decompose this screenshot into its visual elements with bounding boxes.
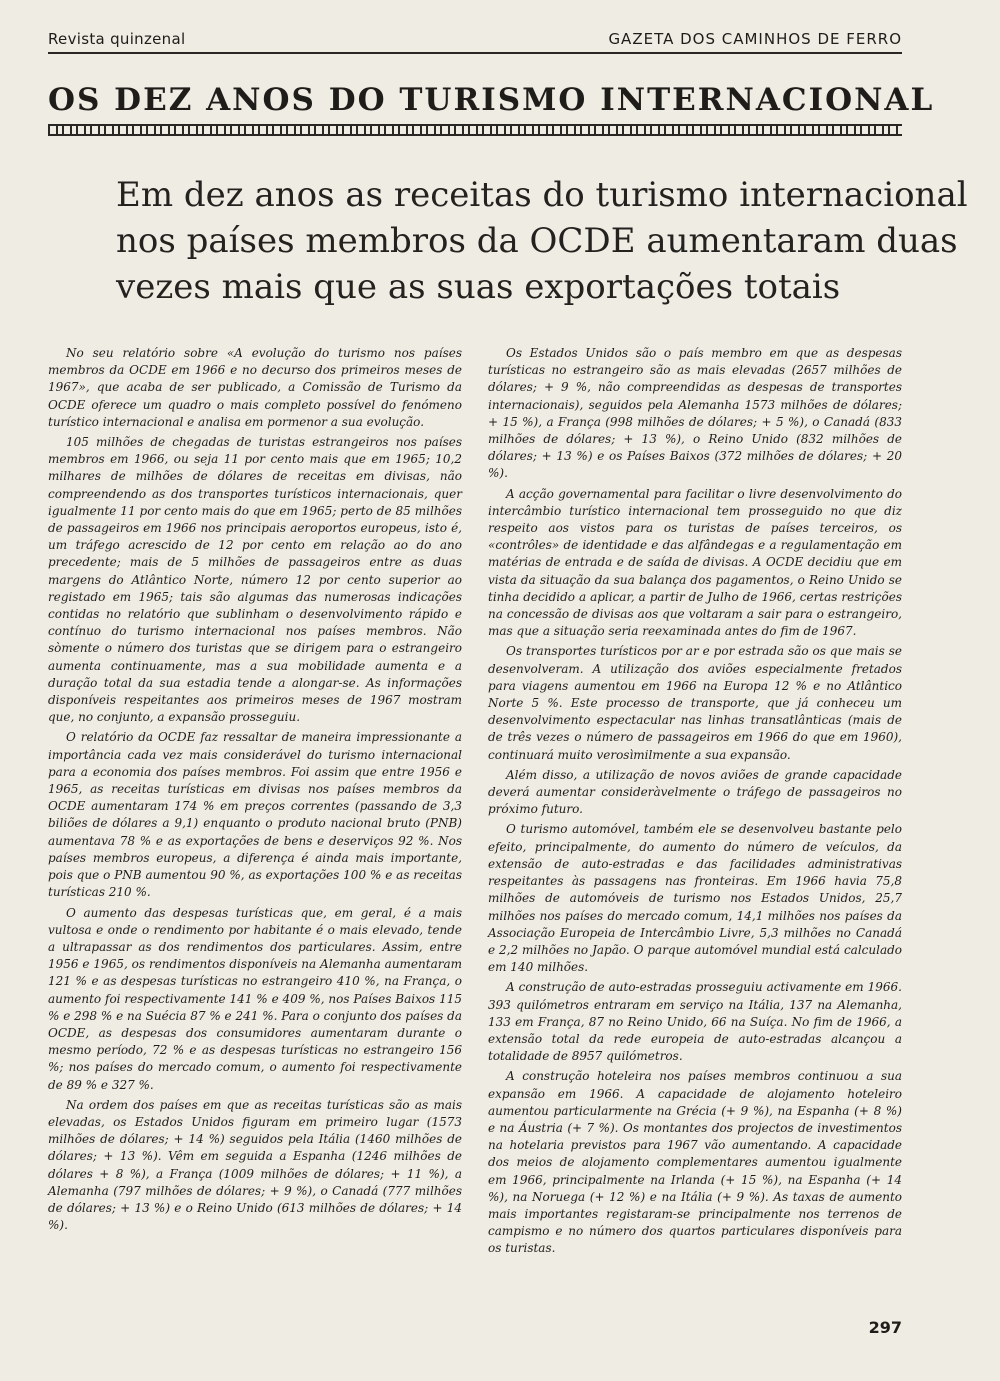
paragraph: 105 milhões de chegadas de turistas estrangeiros nos países membros em 1966, ou seja 11 por cento mais que em 1965; 10,2 milhares de milhões de dólares de receitas em divisas, não compreendendo as dos transportes turísticos internacionais, quer igualmente 11 por cento mais do que em 1965; perto de 85 milhões de passageiros em 1966 nos principais aeroportos europeus, isto é, um tráfego acrescido de 12 por cento em relação ao do ano precedente; mais de 5 milhões de passageiros entre as duas margens do Atlântico Norte, número 12 por cento superior ao registado em 1965; tais são algumas das numerosas indicações contidas no relatório que sublinham o desenvolvimento rápido e contínuo do turismo internacional nos países membros. Não sòmente o número dos turistas que se dirigem para o estrangeiro aumenta continuamente, mas a sua mobilidade aumenta e a duração total da sua estadia tende a alongar-se. As informações disponíveis respeitantes aos primeiros meses de 1967 mostram que, no conjunto, a expansão prosseguiu. [48,435,462,725]
paragraph: Os transportes turísticos por ar e por estrada são os que mais se desenvolveram. A utilização dos aviões especialmente fretados para viagens aumentou em 1966 na Europa 12 % e no Atlântico Norte 5 %. Este processo de transporte, que já conheceu um desenvolvimento espectacular nas linhas transatlânticas (mais de de três vezes o número de passageiros em 1966 do que em 1960), continuará muito verosìmilmente a sua expansão. [488,644,902,762]
paragraph: O turismo automóvel, também ele se desenvolveu bastante pelo efeito, principalmente, do aumento do número de veículos, da extensão de auto-estradas e das facilidades administrativas respeitantes às passagens nas fronteiras. Em 1966 havia 75,8 milhões de automóveis de turismo nos Estados Unidos, 25,7 milhões nos países do mercado comum, 14,1 milhões nos países da Associação Europeia de Intercâmbio Livre, 5,3 milhões no Canadá e 2,2 milhões no Japão. O parque automóvel mundial está calculado em 140 milhões. [488,822,902,975]
subtitle-line: Em dez anos as receitas do turismo internacional [116,175,968,215]
subtitle-line: vezes mais que as suas exportações totais [116,267,841,307]
paragraph: A construção hoteleira nos países membros continuou a sua expansão em 1966. A capacidade de alojamento hoteleiro aumentou particularmente na Grécia (+ 9 %), na Espanha (+ 8 %) e na Áustria (+ 7 %). Os montantes dos projectos de investimentos na hotelaria previstos para 1967 vão aumentando. A capacidade dos meios de alojamento complementares aumentou igualmente em 1966, principalmente na Irlanda (+ 15 %), na Espanha (+ 14 %), na Noruega (+ 12 %) e na Itália (+ 9 %). As taxas de aumento mais importantes registaram-se principalmente nos terrenos de campismo e no número dos quartos particulares disponíveis para os turistas. [488,1069,902,1256]
greek-key-border [48,124,902,136]
header-divider [48,52,902,54]
paragraph: A construção de auto-estradas prosseguiu activamente em 1966. 393 quilómetros entraram em serviço na Itália, 137 na Alemanha, 133 em França, 87 no Reino Unido, 66 na Suíça. No fim de 1966, a extensão total da rede europeia de auto-estradas alcançou a totalidade de 8957 quilómetros. [488,980,902,1064]
right-column [488,345,902,1261]
article-title: OS DEZ ANOS DO TURISMO INTERNACIONAL [48,82,935,118]
page-number: 297 [868,1318,902,1337]
paragraph: Na ordem dos países em que as receitas turísticas são as mais elevadas, os Estados Unidos figuram em primeiro lugar (1573 milhões de dólares; + 14 %) seguidos pela Itália (1460 milhões de dólares; + 13 %). Vêm em seguida a Espanha (1246 milhões de dólares + 8 %), a França (1009 milhões de dólares; + 11 %), a Alemanha (797 milhões de dólares; + 9 %), o Canadá (777 milhões de dólares; + 13 %) e o Reino Unido (613 milhões de dólares; + 14 %). [48,1097,462,1233]
paragraph: O relatório da OCDE faz ressaltar de maneira impressionante a importância cada vez mais considerável do turismo internacional para a economia dos países membros. Foi assim que entre 1956 e 1965, as receitas turísticas em divisas nos países membros da OCDE aumentaram 174 % em preços correntes (passando de 3,3 biliões de dólares a 9,1) enquanto o produto nacional bruto (PNB) aumentava 78 % e as exportações de bens e deserviços 92 %. Nos países membros europeus, a diferença é ainda mais importante, pois que o PNB aumentou 90 %, as exportações 100 % e as receitas turísticas 210 %. [48,730,462,900]
subtitle-line: nos países membros da OCDE aumentaram duas [116,221,958,261]
article-subtitle [116,172,968,310]
paragraph: Os Estados Unidos são o país membro em que as despesas turísticas no estrangeiro são as mais elevadas (2657 milhões de dólares; + 9 %, não compreendidas as despesas de transportes internacionais), seguidos pela Alemanha 1573 milhões de dólares; + 15 %), a França (998 milhões de dólares; + 5 %), o Canadá (833 milhões de dólares; + 13 %), o Reino Unido (832 milhões de dólares; + 13 %) e os Países Baixos (372 milhões de dólares; + 20 %). [488,346,902,481]
paragraph: No seu relatório sobre «A evolução do turismo nos países membros da OCDE em 1966 e no decurso dos primeiros meses de 1967», que acaba de ser publicado, a Comissão de Turismo da OCDE oferece um quadro o mais completo possível do fenómeno turístico internacional e analisa em pormenor a sua evolução. [48,346,462,429]
paragraph: Além disso, a utilização de novos aviões de grande capacidade deverá aumentar consideràvelmente o tráfego de passageiros no próximo futuro. [488,767,902,817]
paragraph: A acção governamental para facilitar o livre desenvolvimento do intercâmbio turístico internacional tem prosseguido no que diz respeito aos vistos para os turistas de países terceiros, os «contrôles» de identidade e das alfândegas e a regulamentação em matérias de entrada e de saída de divisas. A OCDE decidiu que em vista da situação da sua balança dos pagamentos, o Reino Unido se tinha decidido a aplicar, a partir de Julho de 1966, certas restrições na concessão de divisas aos que voltaram a sair para o estrangeiro, mas que a situação seria reexaminada antes do fim de 1967. [488,486,902,639]
left-column [48,345,462,1237]
paragraph: O aumento das despesas turísticas que, em geral, é a mais vultosa e onde o rendimento por habitante é o mais elevado, tende a ultrapassar as dos rendimentos dos particulares. Assim, entre 1956 e 1965, os rendimentos disponíveis na Alemanha aumentaram 121 % e as despesas turísticas no estrangeiro 410 %, na França, o aumento foi respectivamente 141 % e 409 %, nos Países Baixos 115 % e 298 % e na Suécia 87 % e 241 %. Para o conjunto dos países da OCDE, as despesas dos consumidores aumentaram durante o mesmo período, 72 % e as despesas turísticas no estrangeiro 156 %; nos países do mercado comum, o aumento foi respectivamente de 89 % e 327 %. [48,905,462,1092]
publication-frequency: Revista quinzenal [48,30,186,48]
publication-name: GAZETA DOS CAMINHOS DE FERRO [608,30,902,48]
